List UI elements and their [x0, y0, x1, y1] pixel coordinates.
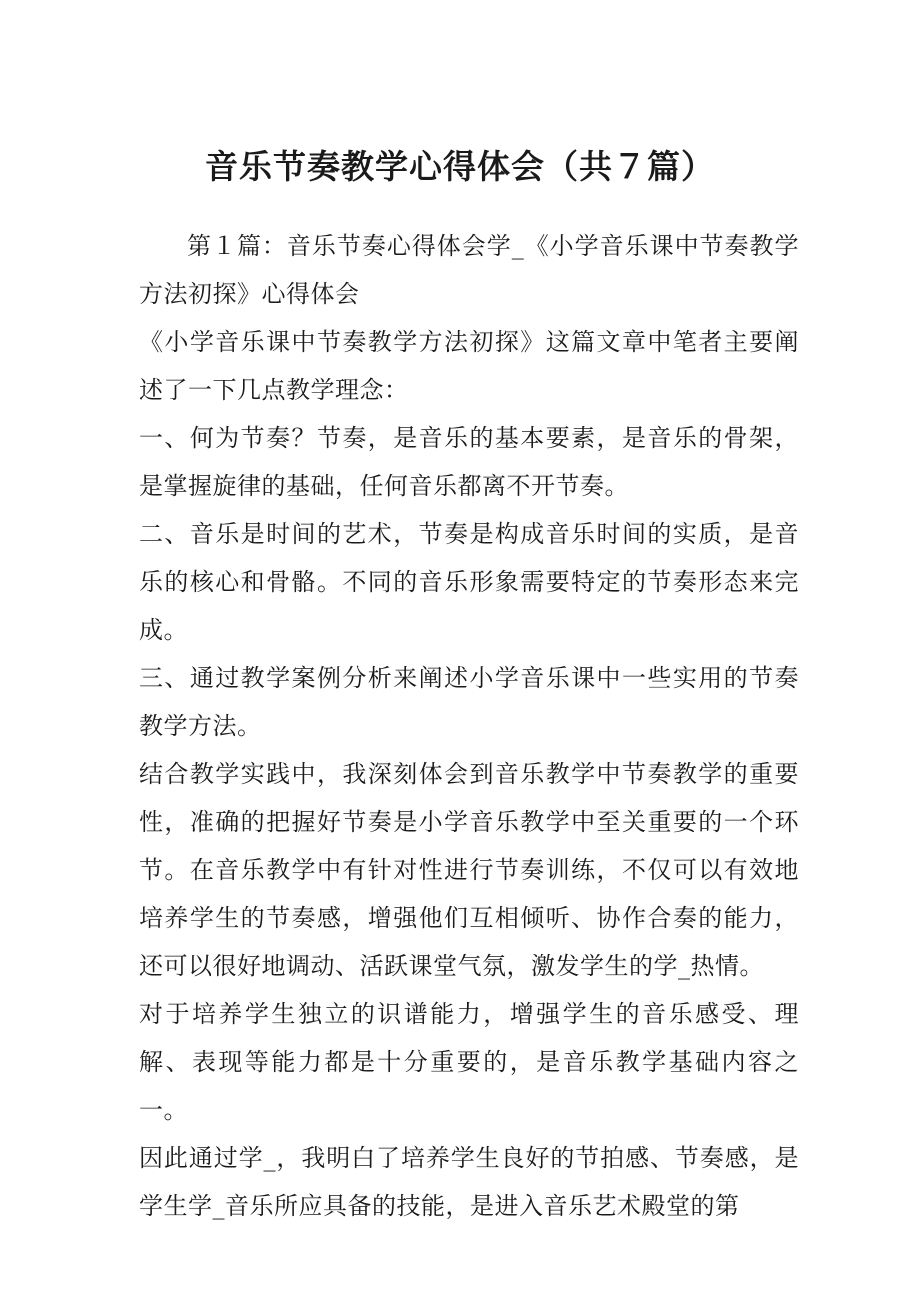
paragraph: 二、音乐是时间的艺术，节奏是构成音乐时间的实质，是音乐的核心和骨骼。不同的音乐形象需要特定的节奏形态来完成。 [139, 520, 799, 644]
paragraph: 因此通过学_，我明白了培养学生良好的节拍感、节奏感，是学生学_音乐所应具备的技能，是进入音乐艺术殿堂的第 [139, 1144, 799, 1220]
paragraph: 一、何为节奏？节奏，是音乐的基本要素，是音乐的骨架，是掌握旋律的基础，任何音乐都离不开节奏。 [139, 424, 799, 500]
paragraph: 《小学音乐课中节奏教学方法初探》这篇文章中笔者主要阐述了一下几点教学理念： [139, 328, 799, 404]
document-title: 音乐节奏教学心得体会（共７篇） [205, 147, 715, 186]
paragraph: 对于培养学生独立的识谱能力，增强学生的音乐感受、理解、表现等能力都是十分重要的，是音乐教学基础内容之一。 [139, 1000, 799, 1124]
document-body [139, 222, 799, 1230]
paragraph-heading: 第１篇：音乐节奏心得体会学_《小学音乐课中节奏教学方法初探》心得体会 [139, 232, 799, 308]
paragraph: 结合教学实践中，我深刻体会到音乐教学中节奏教学的重要性，准确的把握好节奏是小学音乐教学中至关重要的一个环节。在音乐教学中有针对性进行节奏训练，不仅可以有效地培养学生的节奏感，增强他们互相倾听、协作合奏的能力，还可以很好地调动、活跃课堂气氛，激发学生的学_热情。 [139, 760, 799, 980]
paragraph: 三、通过教学案例分析来阐述小学音乐课中一些实用的节奏教学方法。 [139, 664, 799, 740]
